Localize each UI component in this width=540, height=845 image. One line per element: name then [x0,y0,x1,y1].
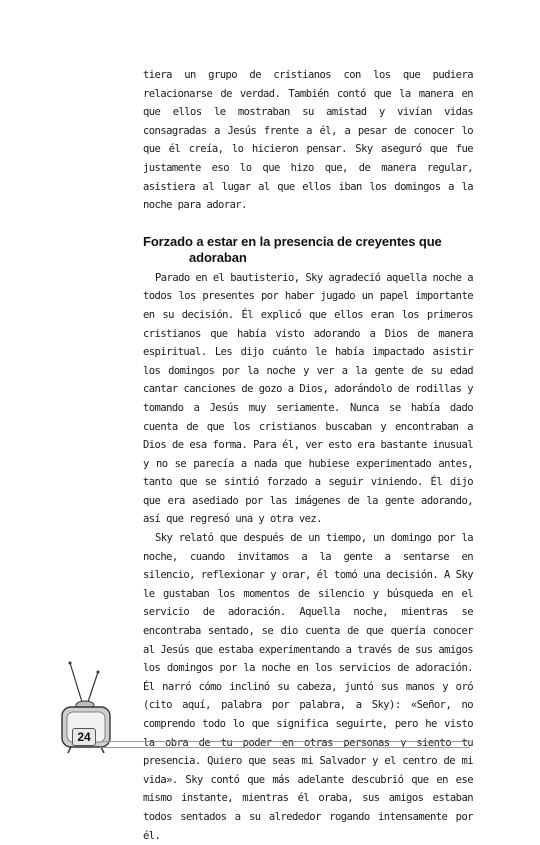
section-heading [143,234,473,266]
page-body [143,66,473,845]
body-paragraph: tiera un grupo de cristianos con los que pudiera relacionarse de verdad. También contó que la manera en que ellos le mostraban su amistad y vivían vidas consagradas a Jesús frente a él, a pesar de conocer lo que él creía, lo hicieron pensar. Sky aseguró que fue justamente eso lo que hizo que, de manera regular, asistiera al lugar al que ellos iban los domingos a la noche para adorar. [143,69,473,212]
footer-divider [100,741,470,748]
section-heading-line-2: adoraban [189,249,247,265]
section-heading-line-1: Forzado a estar en la presencia de creyentes que [143,233,442,249]
body-paragraph: Parado en el bautisterio, Sky agradeció aquella noche a todos los presentes por haber jugado un papel importante en su decisión. Él explicó que ellos eran los primeros cristianos que había visto adorando a Dios de manera espiritual. Les dijo cuánto le había impactado asistir los domingos por la noche y ver a la gente de su edad cantar canciones de gozo a Dios, adorándolo de rodillas y tomando a Jesús muy seriamente. Nunca se había dado cuenta de que los cristianos buscaban y encontraban a Dios de esa forma. Para él, ver esto era bastante inusual y no se parecía a nada que hubiese experimentado antes, tanto que se sintió forzado a seguir viniendo. Él dijo que era asediado por las imágenes de la gente adorando, así que regresó una y otra vez. [143,271,473,526]
body-paragraph: Sky relató que después de un tiempo, un domingo por la noche, cuando invitamos a la gente a sentarse en silencio, reflexionar y orar, él tomó una decisión. A Sky le gustaban los momentos de silencio y búsqueda en el servicio de adoración. Aquella noche, mientras se encontraba sentado, se dio cuenta de que quería conocer al Jesús que estaba experimentando a través de sus amigos los domingos por la noche en los servicios de adoración. Él narró cómo inclinó su cabeza, juntó sus manos y oró (cito aquí, palabra por palabra, a Sky): «Señor, no comprendo todo lo que significa seguirte, pero he visto la obra de tu poder en otras personas y siento tu presencia. Quiero que seas mi Salvador y el centro de mi vida». Sky contó que más adelante descubrió que en ese mismo instante, mientras él oraba, sus amigos estaban todos sentados a su alrededor rogando intensamente por él. [143,532,473,842]
page-number: 24 [72,728,96,746]
